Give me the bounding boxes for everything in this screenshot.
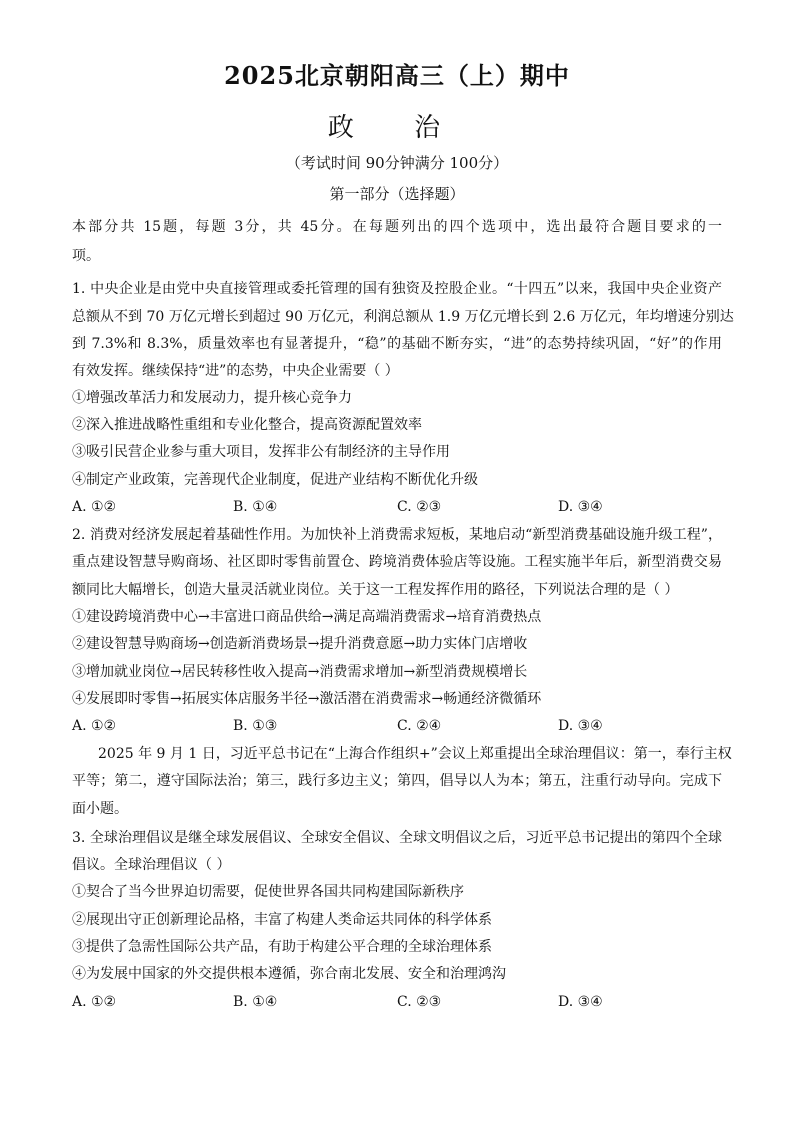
q1-option-d: D. ③④ (558, 499, 603, 515)
q2-item: ①建设跨境消费中心→丰富进口商品供给→满足高端消费需求→培育消费热点 (72, 609, 542, 625)
q1-option-b: B. ①④ (233, 499, 278, 515)
q3-option-a: A. ①② (72, 994, 117, 1010)
q2-option-b: B. ①③ (233, 718, 278, 734)
q1-item: ②深入推进战略性重组和专业化整合，提高资源配置效率 (72, 417, 422, 433)
q1-item: ①增强改革活力和发展动力，提升核心竞争力 (72, 390, 352, 406)
exam-title: 2025北京朝阳高三（上）期中 (224, 61, 570, 90)
q2-stem-line: 重点建设智慧导购商场、社区即时零售前置仓、跨境消费体验店等设施。工程实施半年后，新型消费交易 (72, 554, 722, 570)
exam-info: （考试时间 90分钟满分 100分） (285, 154, 509, 172)
q3-option-c: C. ②③ (397, 994, 442, 1010)
q1-stem-line: 到 7.3%和 8.3%，质量效率也有显著提升，“稳”的基础不断夯实，“进”的态势持续巩固，“好”的作用 (72, 336, 722, 352)
q1-item: ③吸引民营企业参与重大项目，发挥非公有制经济的主导作用 (72, 444, 450, 460)
q3-option-d: D. ③④ (558, 994, 603, 1010)
q2-item: ④发展即时零售→拓展实体店服务半径→激活潜在消费需求→畅通经济微循环 (72, 691, 542, 707)
q2-item: ②建设智慧导购商场→创造新消费场景→提升消费意愿→助力实体门店增收 (72, 636, 528, 652)
q1-item: ④制定产业政策，完善现代企业制度，促进产业结构不断优化升级 (72, 472, 478, 488)
part-title: 第一部分（选择题） (329, 185, 465, 203)
instructions-line: 项。 (72, 248, 100, 264)
material-line: 平等；第二，遵守国际法治；第三，践行多边主义；第四，倡导以人为本；第五，注重行动导向。完成下 (72, 773, 722, 789)
q1-stem-line: 有效发挥。继续保持“进”的态势，中央企业需要（ ） (72, 363, 399, 379)
q2-option-a: A. ①② (72, 718, 117, 734)
q2-option-d: D. ③④ (558, 718, 603, 734)
q3-item: ②展现出守正创新理论品格，丰富了构建人类命运共同体的科学体系 (72, 912, 492, 928)
material-line: 2025 年 9 月 1 日，习近平总书记在“上海合作组织+”会议上郑重提出全球治理倡议：第一，奉行主权 (98, 746, 732, 762)
q2-option-c: C. ②④ (397, 718, 442, 734)
q2-item: ③增加就业岗位→居民转移性收入提高→消费需求增加→新型消费规模增长 (72, 664, 528, 680)
q1-option-a: A. ①② (72, 499, 117, 515)
q1-option-c: C. ②③ (397, 499, 442, 515)
q3-stem-line: 倡议。全球治理倡议（ ） (72, 857, 231, 873)
material-line: 面小题。 (72, 801, 128, 817)
q2-stem-line: 2. 消费对经济发展起着基础性作用。为加快补上消费需求短板，某地启动“新型消费基础设施升级工程”， (72, 527, 722, 543)
q1-stem-line: 1. 中央企业是由党中央直接管理或委托管理的国有独资及控股企业。“十四五”以来，我国中央企业资产 (72, 281, 722, 297)
q2-stem-line: 额同比大幅增长，创造大量灵活就业岗位。关于这一工程发挥作用的路径，下列说法合理的是（ ） (72, 582, 679, 598)
instructions-line: 本部分共 15题，每题 3分，共 45分。在每题列出的四个选项中，选出最符合题目要求的一 (72, 219, 722, 235)
q3-stem-line: 3. 全球治理倡议是继全球发展倡议、全球安全倡议、全球文明倡议之后，习近平总书记提出的第四个全球 (72, 830, 722, 846)
subject-title: 政 治 (327, 113, 467, 143)
q3-option-b: B. ①④ (233, 994, 278, 1010)
q3-item: ①契合了当今世界迫切需要，促使世界各国共同构建国际新秩序 (72, 884, 464, 900)
q3-item: ③提供了急需性国际公共产品，有助于构建公平合理的全球治理体系 (72, 939, 492, 955)
q3-item: ④为发展中国家的外交提供根本遵循，弥合南北发展、安全和治理鸿沟 (72, 966, 506, 982)
q1-stem-line: 总额从不到 70 万亿元增长到超过 90 万亿元，利润总额从 1.9 万亿元增长到 2.6 万亿元，年均增速分别达 (72, 309, 734, 325)
